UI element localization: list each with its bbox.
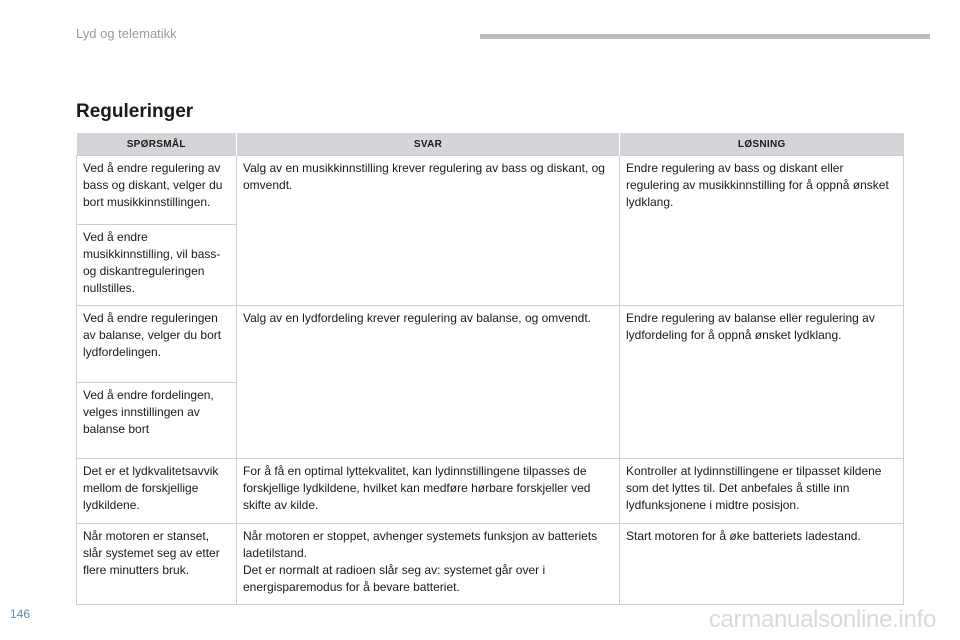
question-cell: Når motoren er stanset, slår systemet seg av etter flere minutters bruk.: [77, 524, 237, 605]
question-cell: Ved å endre musikkinnstilling, vil bass- og diskantreguleringen nullstilles.: [77, 225, 237, 306]
watermark-logo: carmanualsonline.info: [708, 606, 936, 633]
solution-cell: Endre regulering av balanse eller regulering av lydfordeling for å oppnå ønsket lydklang.: [620, 306, 904, 459]
solution-cell: Start motoren for å øke batteriets ladestand.: [620, 524, 904, 605]
header-rule: [480, 34, 930, 39]
question-cell: Ved å endre regulering av bass og diskant, velger du bort musikkinnstillingen.: [77, 156, 237, 225]
answer-line: Når motoren er stoppet, avhenger systemets funksjon av batteriets ladetilstand.: [243, 529, 598, 560]
table-row: [77, 306, 904, 383]
table-row: [77, 459, 904, 524]
table-header-row: [77, 133, 904, 156]
question-cell: Det er et lydkvalitetsavvik mellom de forskjellige lydkildene.: [77, 459, 237, 524]
column-header-answer: SVAR: [237, 133, 620, 156]
answer-line: Det er normalt at radioen slår seg av: systemet går over i energisparemodus for å bevare batteriet.: [243, 563, 546, 594]
answer-cell: For å få en optimal lyttekvalitet, kan lydinnstillingene tilpasses de forskjellige lydkildene, hvilket kan medføre hørbare forskjeller ved skifte av kilde.: [237, 459, 620, 524]
answer-cell: Valg av en musikkinnstilling krever regulering av bass og diskant, og omvendt.: [237, 156, 620, 306]
page-number: 146: [10, 607, 31, 621]
column-header-question: SPØRSMÅL: [77, 133, 237, 156]
question-cell: Ved å endre fordelingen, velges innstillingen av balanse bort: [77, 383, 237, 459]
solution-cell: Endre regulering av bass og diskant eller regulering av musikkinnstilling for å oppnå ønsket lydklang.: [620, 156, 904, 306]
answer-cell: [237, 524, 620, 605]
page-title: Reguleringer: [76, 101, 194, 122]
section-title: Lyd og telematikk: [76, 26, 177, 41]
answer-cell: Valg av en lydfordeling krever regulering av balanse, og omvendt.: [237, 306, 620, 459]
table-row: [77, 524, 904, 605]
troubleshooting-table: [76, 133, 904, 605]
solution-cell: Kontroller at lydinnstillingene er tilpasset kildene som det lyttes til. Det anbefales å stille inn lydfunksjonene i midtre posisjon.: [620, 459, 904, 524]
question-cell: Ved å endre reguleringen av balanse, velger du bort lydfordelingen.: [77, 306, 237, 383]
table-row: [77, 156, 904, 225]
column-header-solution: LØSNING: [620, 133, 904, 156]
